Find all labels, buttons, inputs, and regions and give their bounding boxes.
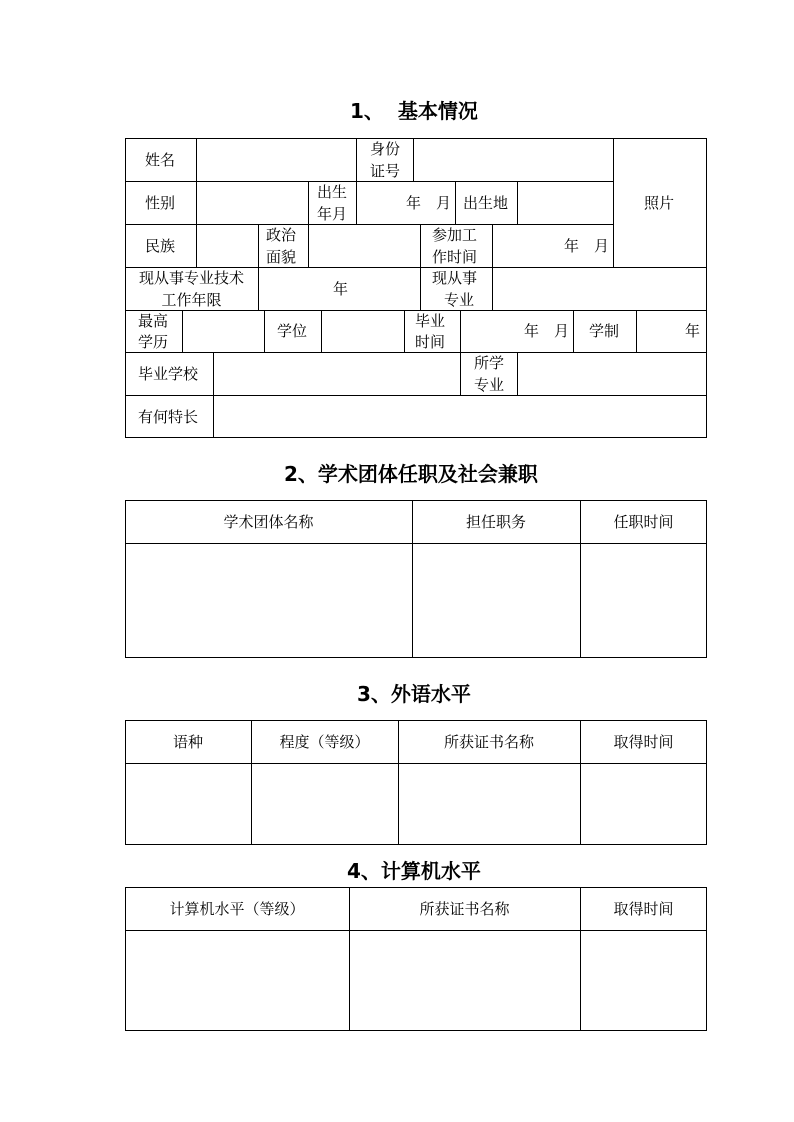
col-line — [258, 224, 259, 267]
header-position: 担任职务 — [465, 513, 526, 531]
political-label-line1: 政治 — [266, 226, 297, 244]
name-label: 姓名 — [145, 151, 176, 169]
header-language: 语种 — [172, 733, 203, 751]
col-line — [308, 224, 309, 267]
current-major-label-line1: 现从事 — [432, 269, 478, 287]
col-line — [420, 224, 421, 267]
header-certificate: 所获证书名称 — [443, 733, 534, 751]
col-line — [413, 138, 414, 181]
col-line — [213, 395, 214, 438]
section1-title: 1、 基本情况 — [350, 99, 478, 123]
study-major-label-line1: 所学 — [474, 354, 505, 372]
work-start-label-line2: 作时间 — [432, 248, 478, 266]
col-line — [356, 138, 357, 181]
col-line — [517, 181, 518, 224]
col-line — [420, 267, 421, 310]
col-line — [460, 352, 461, 395]
col-line — [196, 138, 197, 181]
id-label-line2: 证号 — [370, 162, 401, 180]
current-major-label-line2: 专业 — [444, 291, 475, 309]
header-obtained-time: 取得时间 — [613, 733, 674, 751]
col-line — [308, 181, 309, 224]
col-line — [492, 224, 493, 267]
row-line — [125, 224, 614, 225]
study-length-label: 学制 — [589, 322, 620, 340]
section4-title: 4、计算机水平 — [347, 859, 481, 883]
row-line — [125, 930, 707, 931]
grad-time-label-line1: 毕业 — [415, 312, 446, 330]
grad-time-label-line2: 时间 — [415, 333, 446, 351]
header-level: 程度（等级） — [279, 733, 370, 751]
col-line — [613, 138, 614, 267]
birth-year-month: 年 月 — [406, 194, 452, 212]
id-label-line1: 身份 — [370, 140, 401, 158]
col-line — [356, 181, 357, 224]
col-line — [404, 310, 405, 352]
row-line — [125, 763, 707, 764]
col-line — [460, 310, 461, 352]
study-major-label-line2: 专业 — [474, 376, 505, 394]
col-line — [321, 310, 322, 352]
col-line — [258, 267, 259, 310]
col-line — [636, 310, 637, 352]
education-label-line1: 最高 — [138, 312, 169, 330]
section2-title: 2、学术团体任职及社会兼职 — [284, 462, 538, 486]
degree-label: 学位 — [277, 322, 308, 340]
tech-years-unit: 年 — [333, 280, 349, 298]
school-label: 毕业学校 — [138, 365, 199, 383]
birth-label-line1: 出生 — [317, 183, 348, 201]
birth-label-line2: 年月 — [317, 205, 348, 223]
tech-years-label-line1: 现从事专业技术 — [138, 269, 244, 287]
photo-label: 照片 — [644, 194, 675, 212]
political-label-line2: 面貌 — [266, 248, 297, 266]
header-org-name: 学术团体名称 — [223, 513, 314, 531]
col-line — [182, 310, 183, 352]
education-label-line2: 学历 — [138, 333, 169, 351]
col-line — [573, 310, 574, 352]
section3-title: 3、外语水平 — [357, 682, 471, 706]
col-line — [492, 267, 493, 310]
col-line — [264, 310, 265, 352]
work-start-label-line1: 参加工 — [432, 226, 478, 244]
col-line — [455, 181, 456, 224]
header-obtained-time: 取得时间 — [613, 900, 674, 918]
birthplace-label: 出生地 — [463, 194, 509, 212]
work-year-month: 年 月 — [564, 237, 610, 255]
ethnicity-label: 民族 — [145, 237, 176, 255]
col-line — [213, 352, 214, 395]
header-term: 任职时间 — [613, 513, 674, 531]
header-certificate: 所获证书名称 — [419, 900, 510, 918]
col-line — [196, 224, 197, 267]
specialty-label: 有何特长 — [138, 408, 199, 426]
grad-year-month: 年 月 — [524, 322, 570, 340]
row-line — [125, 543, 707, 544]
header-computer-level: 计算机水平（等级） — [169, 900, 305, 918]
col-line — [517, 352, 518, 395]
col-line — [196, 181, 197, 224]
gender-label: 性别 — [145, 194, 176, 212]
tech-years-label-line2: 工作年限 — [161, 291, 222, 309]
study-length-unit: 年 — [685, 322, 701, 340]
